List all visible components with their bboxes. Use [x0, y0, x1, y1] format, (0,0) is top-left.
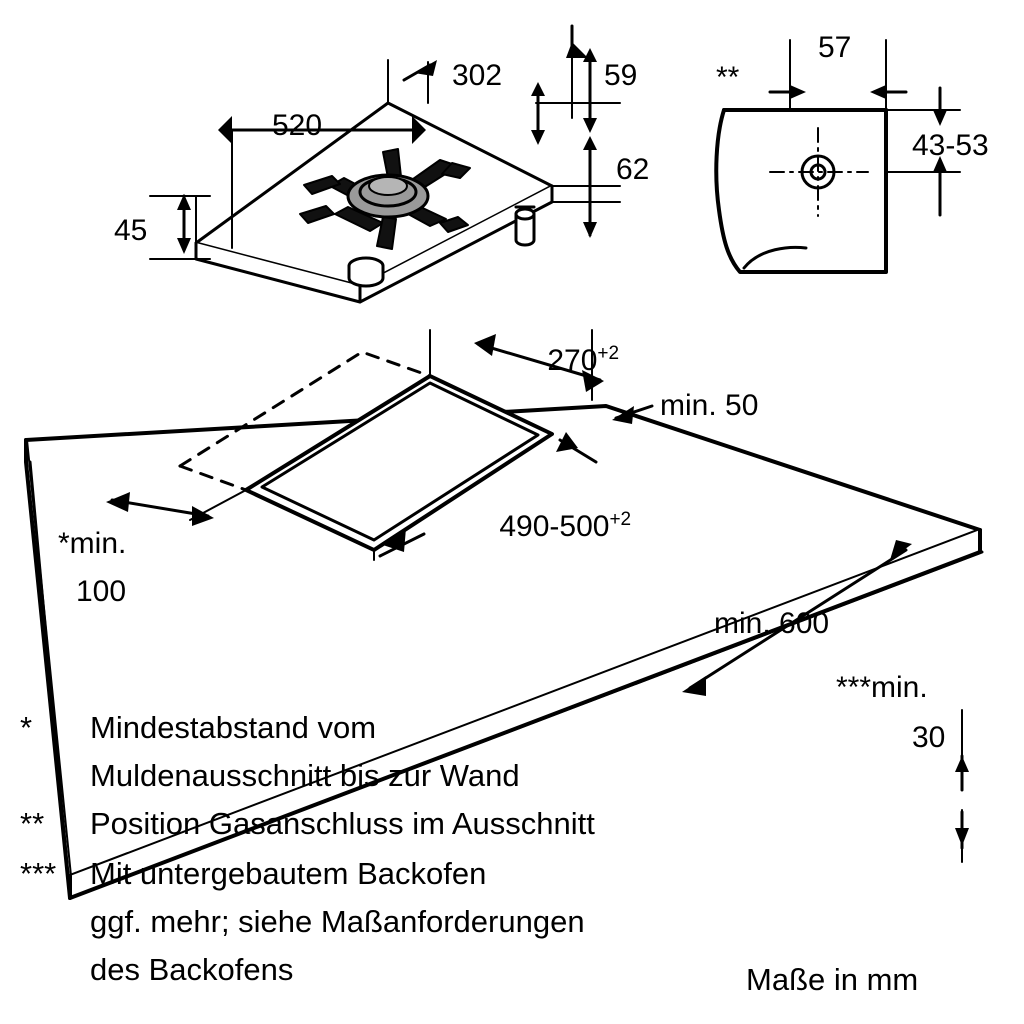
footnote-1-line1: Mindestabstand vom — [90, 710, 377, 745]
dimension-min-100-line1: *min. — [58, 527, 127, 560]
dimension-490-500-value: 490-500 — [499, 509, 610, 543]
gas-connection-marker: ** — [716, 61, 740, 94]
dimension-min-100-line2: 100 — [76, 575, 127, 608]
footnote-3-mark: *** — [20, 856, 57, 891]
footnote-3-line2: ggf. mehr; siehe Maßanforderungen — [90, 904, 585, 939]
footnote-1-mark: * — [20, 710, 33, 745]
dimension-min-50: min. 50 — [660, 389, 759, 422]
dimension-490-500-tolerance: +2 — [609, 508, 632, 530]
dimension-302: 302 — [452, 59, 503, 92]
units-note: Maße in mm — [746, 962, 919, 997]
footnote-1-line2: Muldenausschnitt bis zur Wand — [90, 758, 520, 793]
dimension-45: 45 — [114, 214, 148, 247]
dimension-490-500 — [466, 478, 631, 574]
dimension-59: 59 — [604, 59, 638, 92]
dimension-270-tolerance: +2 — [597, 342, 620, 364]
footnote-3-line3: des Backofens — [90, 952, 294, 987]
dimension-62: 62 — [616, 153, 650, 186]
dimension-270 — [514, 312, 619, 408]
dimension-min-30-line1: ***min. — [836, 671, 928, 704]
footnote-2-mark: ** — [20, 806, 45, 841]
dimension-57: 57 — [818, 31, 852, 64]
dimension-520: 520 — [272, 109, 323, 142]
footnote-2-line1: Position Gasanschluss im Ausschnitt — [90, 806, 595, 841]
dimension-270-value: 270 — [547, 343, 598, 377]
footnote-3-line1: Mit untergebautem Backofen — [90, 856, 487, 891]
dimension-min-30-line2: 30 — [912, 721, 946, 754]
dimension-min-600: min. 600 — [714, 607, 830, 640]
dimension-43-53: 43-53 — [912, 129, 989, 162]
